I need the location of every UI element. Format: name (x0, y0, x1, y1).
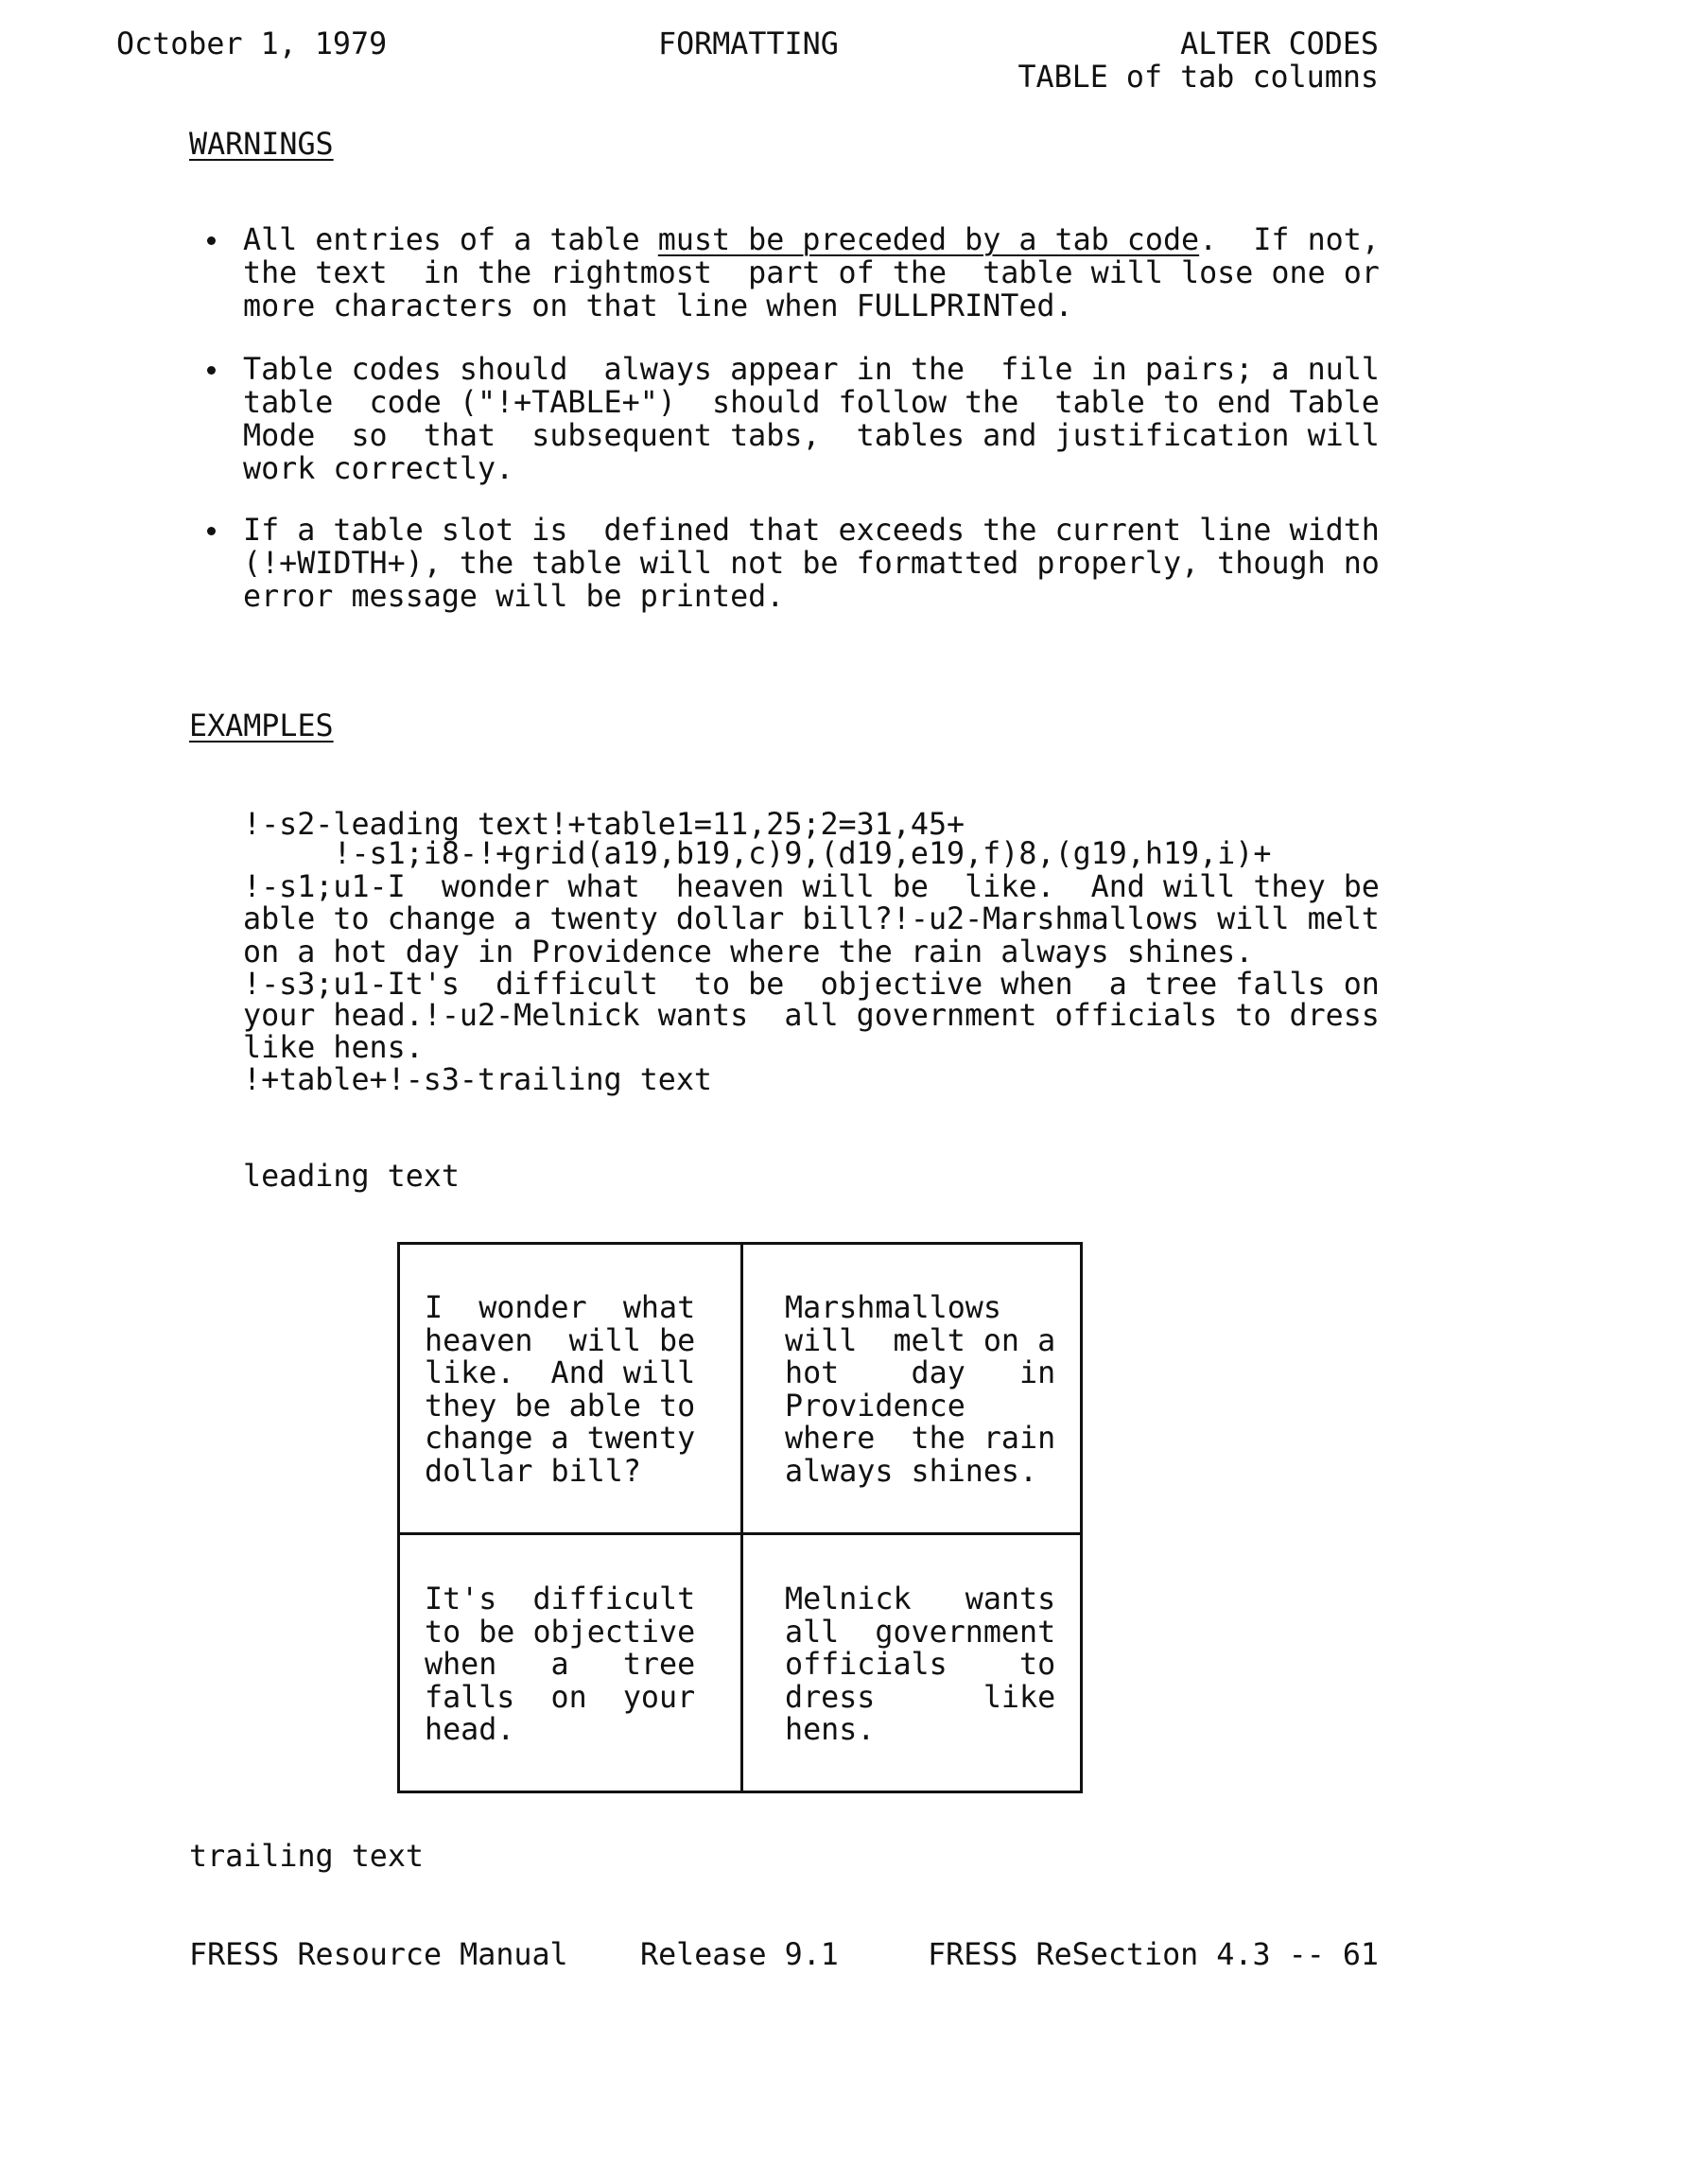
row-divider (400, 1532, 1080, 1535)
warning-1-line-3: more characters on that line when FULLPRINTed. (243, 289, 1073, 323)
header-topic-line2: TABLE of tab columns (1017, 61, 1379, 95)
warnings-heading: WARNINGS (189, 128, 334, 162)
warning-1-line-2: the text in the rightmost part of the table will lose one or (243, 256, 1380, 290)
table-cell-r2c2: Melnick wants all government officials to dress like hens. (785, 1582, 1056, 1747)
warning-3-line-1: If a table slot is defined that exceeds the current line width (243, 514, 1380, 548)
warning-3-line-2: (!+WIDTH+), the table will not be formatted properly, though no (243, 547, 1380, 581)
trailing-text: trailing text (189, 1840, 425, 1874)
source-line: able to change a twenty dollar bill?!-u2-Marshmallows will melt (243, 902, 1380, 936)
bullet-icon (207, 527, 216, 535)
table-cell-r1c2: Marshmallows will melt on a hot day in Providence where the rain always shines. (785, 1291, 1056, 1489)
warning-2-line-4: work correctly. (243, 452, 514, 486)
warning-2-line-1: Table codes should always appear in the file in pairs; a null (243, 353, 1380, 387)
warning-2-line-2: table code ("!+TABLE+") should follow the table to end Table (243, 386, 1380, 420)
source-line: !-s3;u1-It's difficult to be objective when a tree falls on (243, 968, 1380, 1002)
table-cell-r2c1: It's difficult to be objective when a tree falls on your head. (425, 1582, 696, 1747)
emphasis-underlined: must be preceded by a tab code (657, 223, 1200, 257)
warning-2-line-3: Mode so that subsequent tabs, tables and justification will (243, 419, 1380, 453)
source-line: !-s1;i8-!+grid(a19,b19,c)9,(d19,e19,f)8,(g19,h19,i)+ (243, 837, 1272, 871)
header-topic-line1: ALTER CODES (1180, 27, 1379, 61)
formatted-table (397, 1242, 1083, 1793)
leading-text: leading text (243, 1160, 460, 1194)
footer-section-page: FRESS ReSection 4.3 -- 61 (928, 1938, 1379, 1972)
footer-manual: FRESS Resource Manual (189, 1938, 568, 1972)
source-line: like hens. (243, 1031, 424, 1065)
header-section: FORMATTING (658, 27, 839, 61)
source-line: !-s1;u1-I wonder what heaven will be like. And will they be (243, 870, 1380, 904)
footer-release: Release 9.1 (640, 1938, 839, 1972)
source-line: your head.!-u2-Melnick wants all government officials to dress (243, 999, 1380, 1033)
source-line: !+table+!-s3-trailing text (243, 1063, 713, 1097)
examples-heading: EXAMPLES (189, 709, 334, 743)
bullet-icon (207, 366, 216, 375)
warning-1-line-1: All entries of a table must be preceded by a tab code. If not, (243, 223, 1380, 257)
header-date: October 1, 1979 (116, 27, 388, 61)
warning-3-line-3: error message will be printed. (243, 580, 785, 614)
column-divider (740, 1245, 743, 1791)
table-cell-r1c1: I wonder what heaven will be like. And will they be able to change a twenty dollar bill? (425, 1291, 696, 1489)
bullet-icon (207, 236, 216, 245)
source-line: !-s2-leading text!+table1=11,25;2=31,45+ (243, 808, 965, 842)
source-line: on a hot day in Providence where the rain always shines. (243, 935, 1254, 970)
